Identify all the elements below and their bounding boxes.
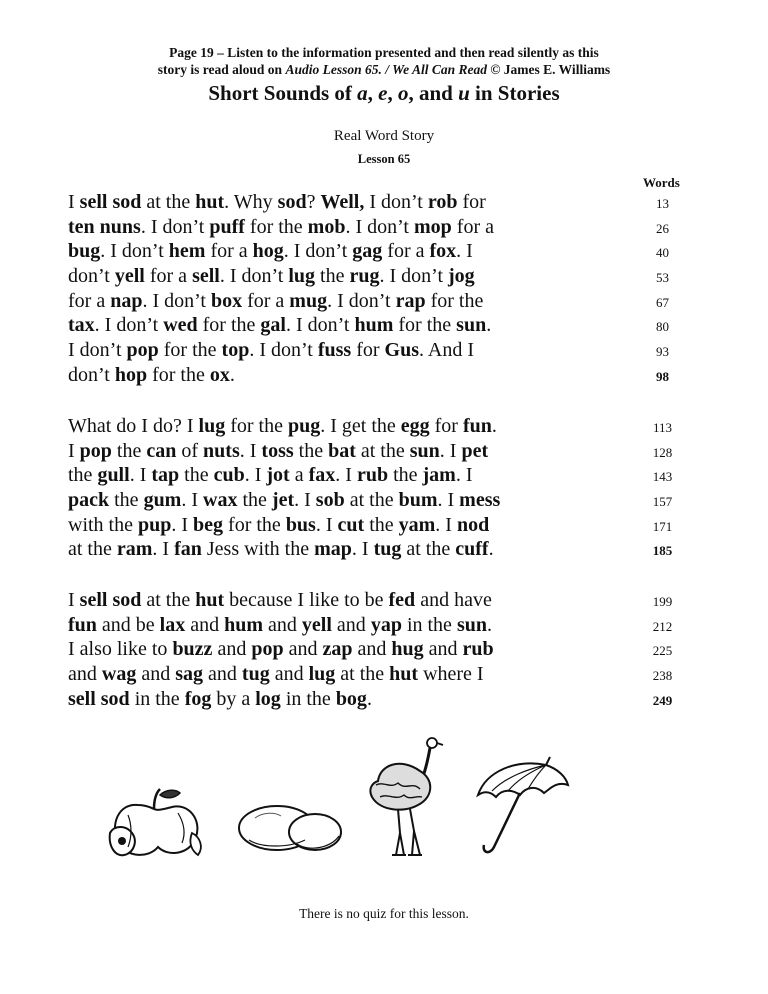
word-counts-1 [640,190,685,388]
lesson-label: Lesson 65 [357,152,411,166]
word-count: 98 [656,368,669,384]
story-paragraph-1 [68,190,628,388]
story-line: with the pup. I beg for the bus. I cut the yam. I nod [68,513,490,536]
word-count: 185 [652,543,673,559]
story-line: What do I do? I lug for the pug. I get the egg for fun. [68,415,497,437]
story-line: and wag and sag and tug and lug at the hut where I [68,663,484,686]
title-part: u [458,81,470,105]
title-part: o [398,81,409,105]
header-line-2-prefix: story is read aloud on [157,62,286,77]
story-line: I don’t pop for the top. I don’t fuss for Gus. And I [68,339,474,362]
story-line: fun and be lax and hum and yell and yap in the sun. [68,613,492,636]
story-line: don’t yell for a sell. I don’t lug the rug. I don’t jog [68,265,475,288]
eggs-icon [235,800,345,855]
word-counts-2 [640,414,685,562]
umbrella-icon [472,755,572,865]
apple-icon [108,785,208,860]
story-line: tax. I don’t wed for the gal. I don’t hum for the sun. [68,314,492,337]
story-line: pack the gum. I wax the jet. I sob at the bum. I mess [68,489,501,512]
word-count: 238 [652,668,673,684]
word-count: 40 [656,245,669,261]
title-part: Short Sounds of [208,81,358,105]
story-subtitle: Real Word Story [333,128,435,144]
story-line: I sell sod at the hut. Why sod? Well, I don’t rob for [68,191,486,213]
title-part: , [367,81,379,105]
word-count: 13 [656,196,669,211]
story-line: the gull. I tap the cub. I jot a fax. I rub the jam. I [68,464,473,487]
footer-note: There is no quiz for this lesson. [299,906,469,921]
title-part: e [378,81,388,105]
title-part: , [387,81,398,105]
header-line-2 [0,62,768,78]
story-line: don’t hop for the ox. [68,363,235,386]
word-counts-3 [640,588,685,711]
word-count: 171 [652,518,673,534]
story-line: bug. I don’t hem for a hog. I don’t gag for a fox. I [68,240,473,263]
story-line: sell sod in the fog by a log in the bog. [68,687,372,710]
word-count: 93 [656,344,669,360]
page-title [0,80,768,106]
story-line: at the ram. I fan Jess with the map. I tug at the cuff. [68,538,494,561]
word-count: 80 [656,319,669,335]
word-count: 53 [656,270,669,286]
story-paragraph-3 [68,588,628,711]
header-line-2-suffix: © James E. Williams [486,62,611,77]
word-count: 143 [652,469,673,485]
header-line-2-italic: Audio Lesson 65. / We All Can Read [285,62,487,77]
word-count: 249 [652,692,673,708]
story-line: for a nap. I don’t box for a mug. I don’t rap for the [68,289,484,312]
title-part: in Stories [469,81,560,105]
story-paragraph-2 [68,414,628,562]
word-count: 26 [656,220,669,236]
ostrich-icon [360,735,460,860]
story-line: I pop the can of nuts. I toss the bat at the sun. I pet [68,439,489,462]
word-count: 157 [652,494,673,510]
word-count: 212 [652,618,673,634]
word-count: 128 [652,444,673,460]
story-line: I also like to buzz and pop and zap and hug and rub [68,638,494,661]
word-count: 225 [652,643,673,659]
header-line-1: Page 19 – Listen to the information presented and then read silently as this [169,45,599,60]
story-line: ten nuns. I don’t puff for the mob. I don’t mop for a [68,215,494,238]
title-part: , and [408,81,459,105]
word-count: 199 [652,594,673,609]
word-count: 67 [656,294,669,310]
title-part: a [357,81,368,105]
word-count: 113 [652,420,673,435]
story-line: I sell sod at the hut because I like to be fed and have [68,589,492,611]
words-column-header: Words [643,175,680,190]
